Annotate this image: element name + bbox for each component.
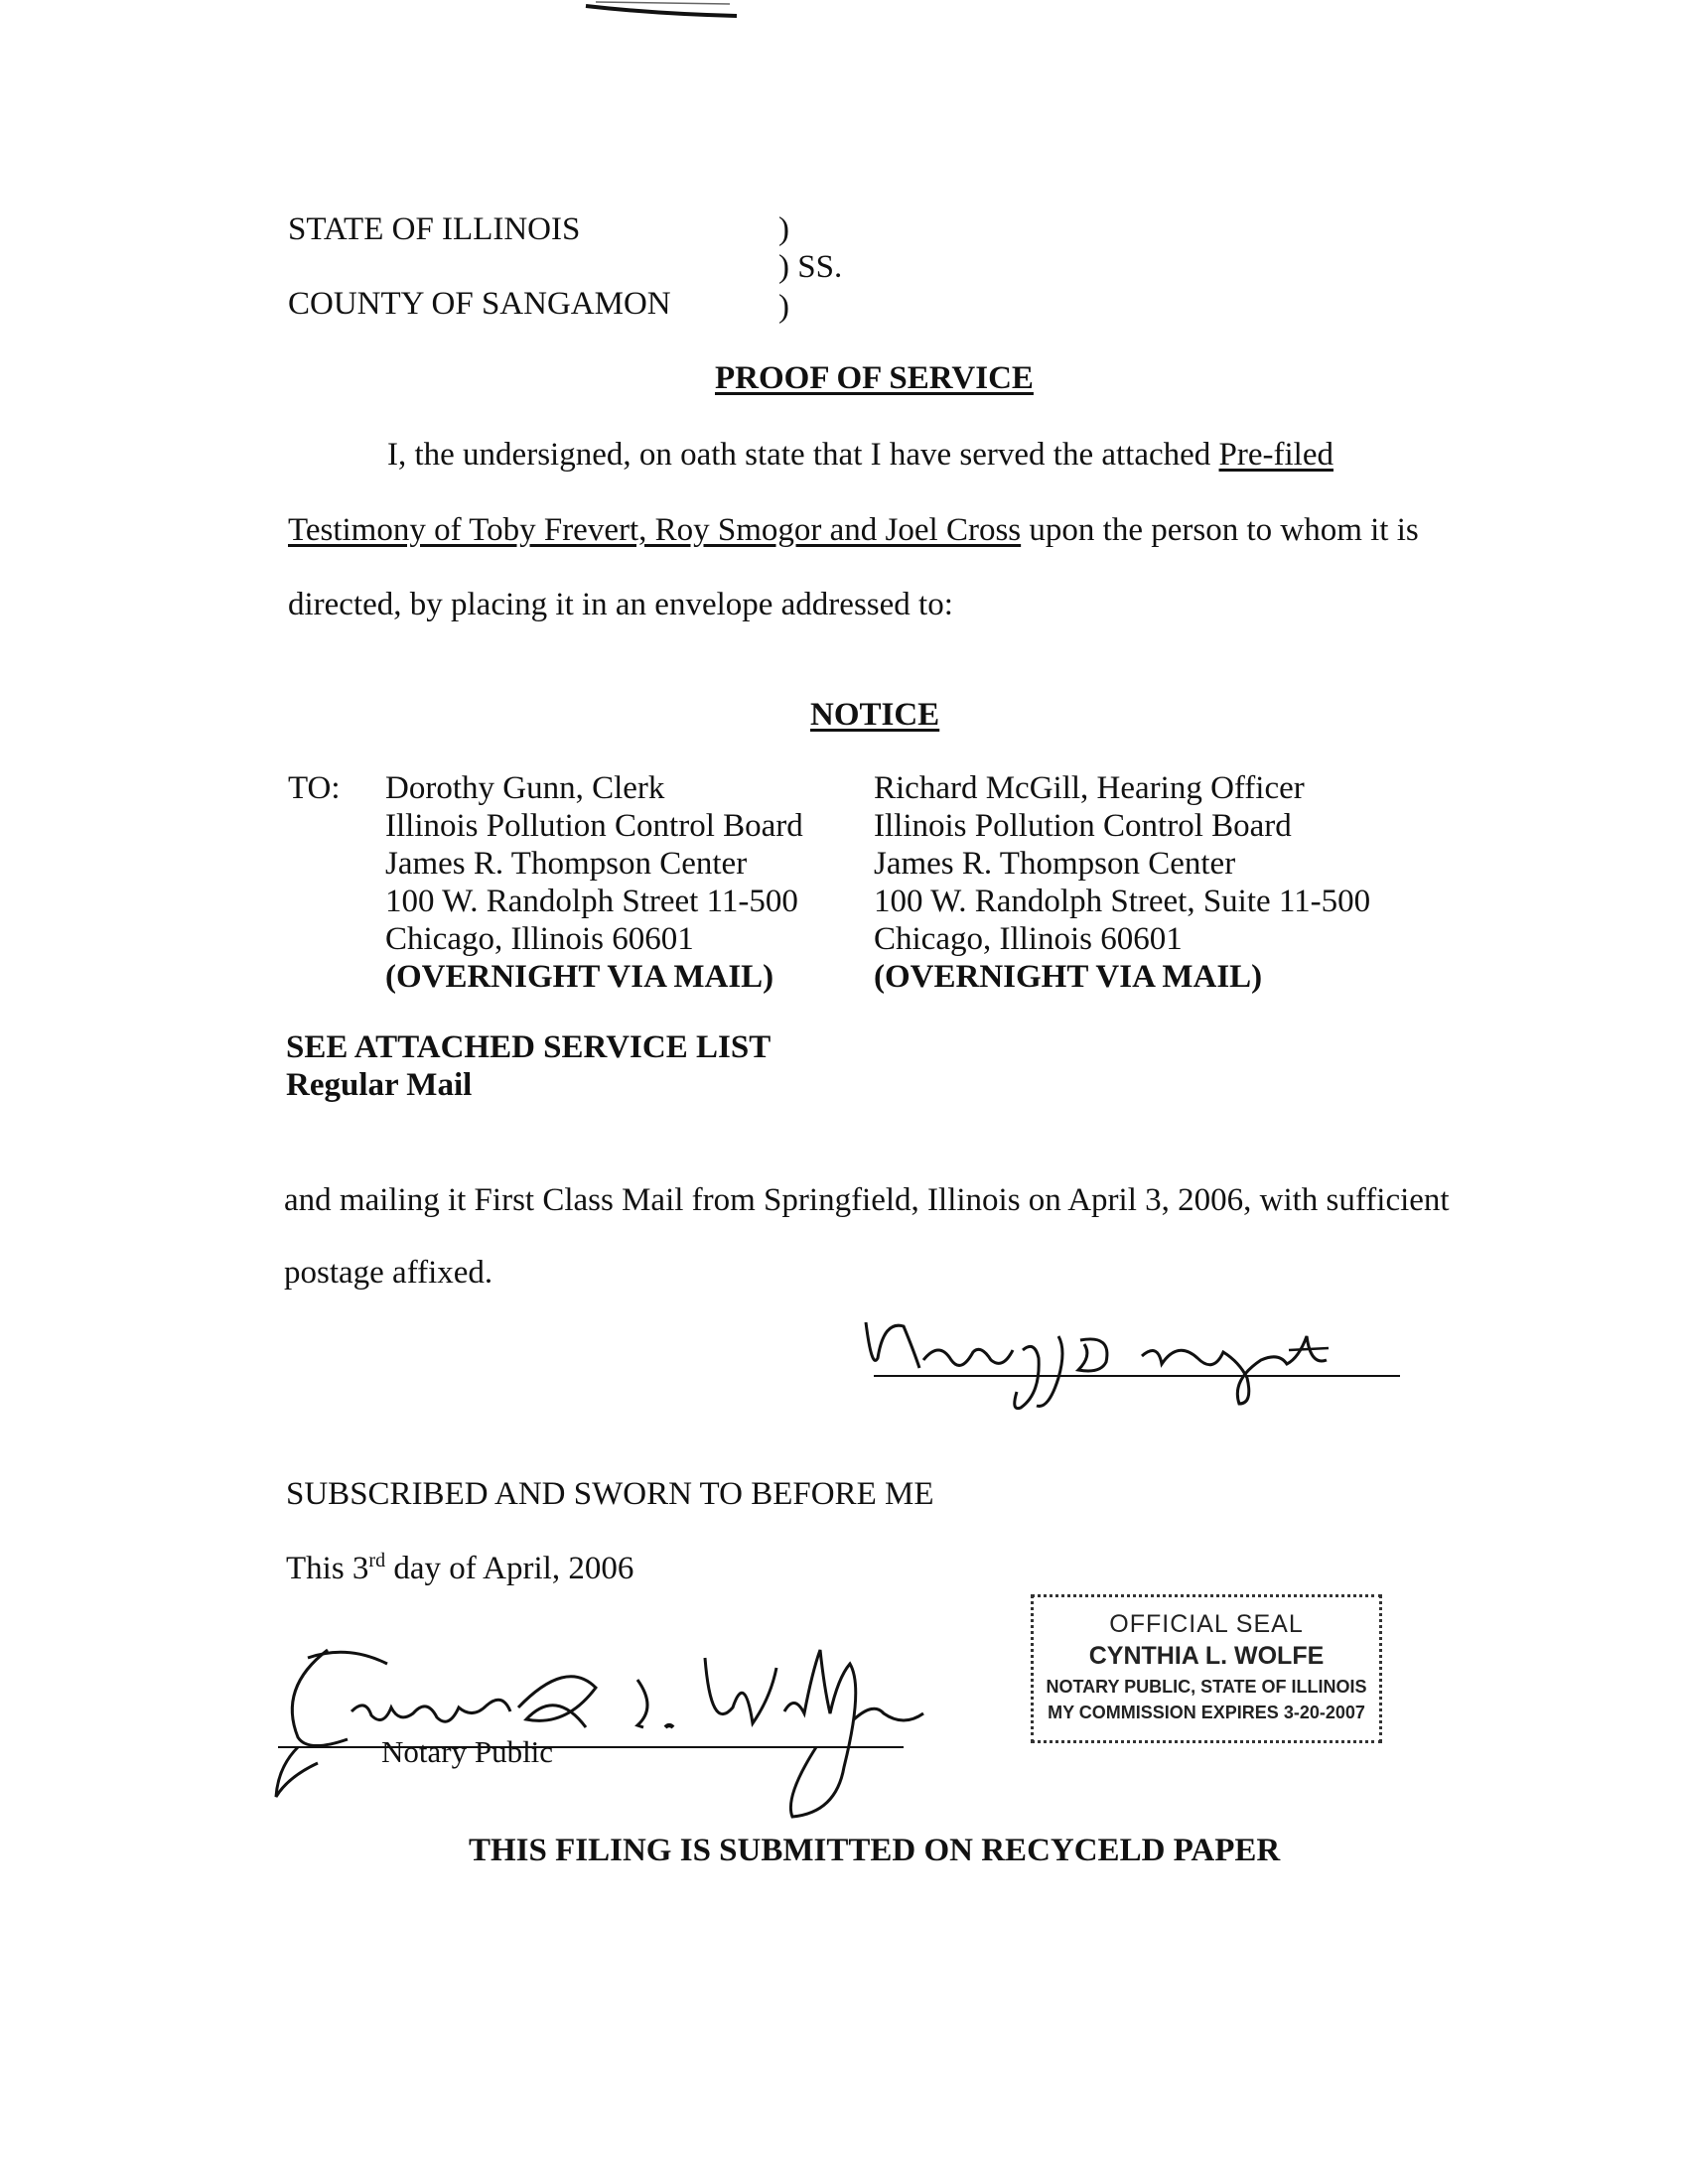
recipient-method: (OVERNIGHT VIA MAIL) [874,959,1263,995]
recipient-name: Dorothy Gunn, Clerk [385,770,665,806]
affiant-signature [854,1300,1410,1430]
sworn-date-prefix: This 3 [286,1551,369,1586]
notary-signature [268,1628,943,1827]
recipient-street: 100 W. Randolph Street 11-500 [385,884,798,919]
mailing-line-2: postage affixed. [284,1255,493,1291]
official-seal-stamp [1031,1594,1382,1743]
to-label: TO: [288,770,341,806]
recipient-org: Illinois Pollution Control Board [385,808,803,844]
seal-line-1: OFFICIAL SEAL [1109,1610,1304,1638]
intro-text-1: I, the undersigned, on oath state that I have served the attached [387,437,1211,473]
document-reference-2: Testimony of Toby Frevert, Roy Smogor and Joel Cross [288,512,1022,548]
service-list-line-2: Regular Mail [286,1067,473,1103]
sworn-date-ordinal: rd [368,1550,386,1571]
sworn-date [286,1549,633,1589]
recipient-city: Chicago, Illinois 60601 [385,921,694,957]
intro-text-2: upon the person to whom it is [1029,512,1419,548]
recipient-org: Illinois Pollution Control Board [874,808,1292,844]
recipient-building: James R. Thompson Center [874,846,1236,882]
intro-line-3: directed, by placing it in an envelope addressed to: [288,587,953,622]
county-label: COUNTY OF SANGAMON [288,286,671,322]
venue-paren-3: ) [778,289,789,325]
document-reference-1: Pre-filed [1218,437,1333,473]
service-list-note [286,1028,771,1104]
recipient-name: Richard McGill, Hearing Officer [874,770,1305,806]
recycled-paper-notice: THIS FILING IS SUBMITTED ON RECYCELD PAPER [469,1833,1281,1868]
mailing-line-1: and mailing it First Class Mail from Springfield, Illinois on April 3, 2006, with sufficient [284,1182,1450,1218]
seal-line-3: NOTARY PUBLIC, STATE OF ILLINOIS [1046,1677,1367,1697]
recipient-method: (OVERNIGHT VIA MAIL) [385,959,774,995]
notice-heading: NOTICE [810,697,940,733]
venue-paren-1: ) [778,211,789,247]
recipient-street: 100 W. Randolph Street, Suite 11-500 [874,884,1371,919]
notary-public-label: Notary Public [381,1734,554,1769]
recipient-building: James R. Thompson Center [385,846,748,882]
service-list-line-1: SEE ATTACHED SERVICE LIST [286,1029,772,1065]
recipient-city: Chicago, Illinois 60601 [874,921,1183,957]
document-title: PROOF OF SERVICE [715,360,1034,396]
seal-line-2: CYNTHIA L. WOLFE [1088,1642,1325,1670]
venue-ss: ) SS. [778,249,843,285]
seal-line-4: MY COMMISSION EXPIRES 3-20-2007 [1048,1702,1365,1722]
intro-line-2 [288,511,1419,551]
state-label: STATE OF ILLINOIS [288,211,581,247]
sworn-date-suffix: day of April, 2006 [385,1551,634,1586]
intro-line-1 [387,436,1333,476]
recipient-block-1 [385,769,803,996]
sworn-heading: SUBSCRIBED AND SWORN TO BEFORE ME [286,1476,934,1512]
scan-mark [0,0,1684,40]
recipient-block-2 [874,769,1370,996]
